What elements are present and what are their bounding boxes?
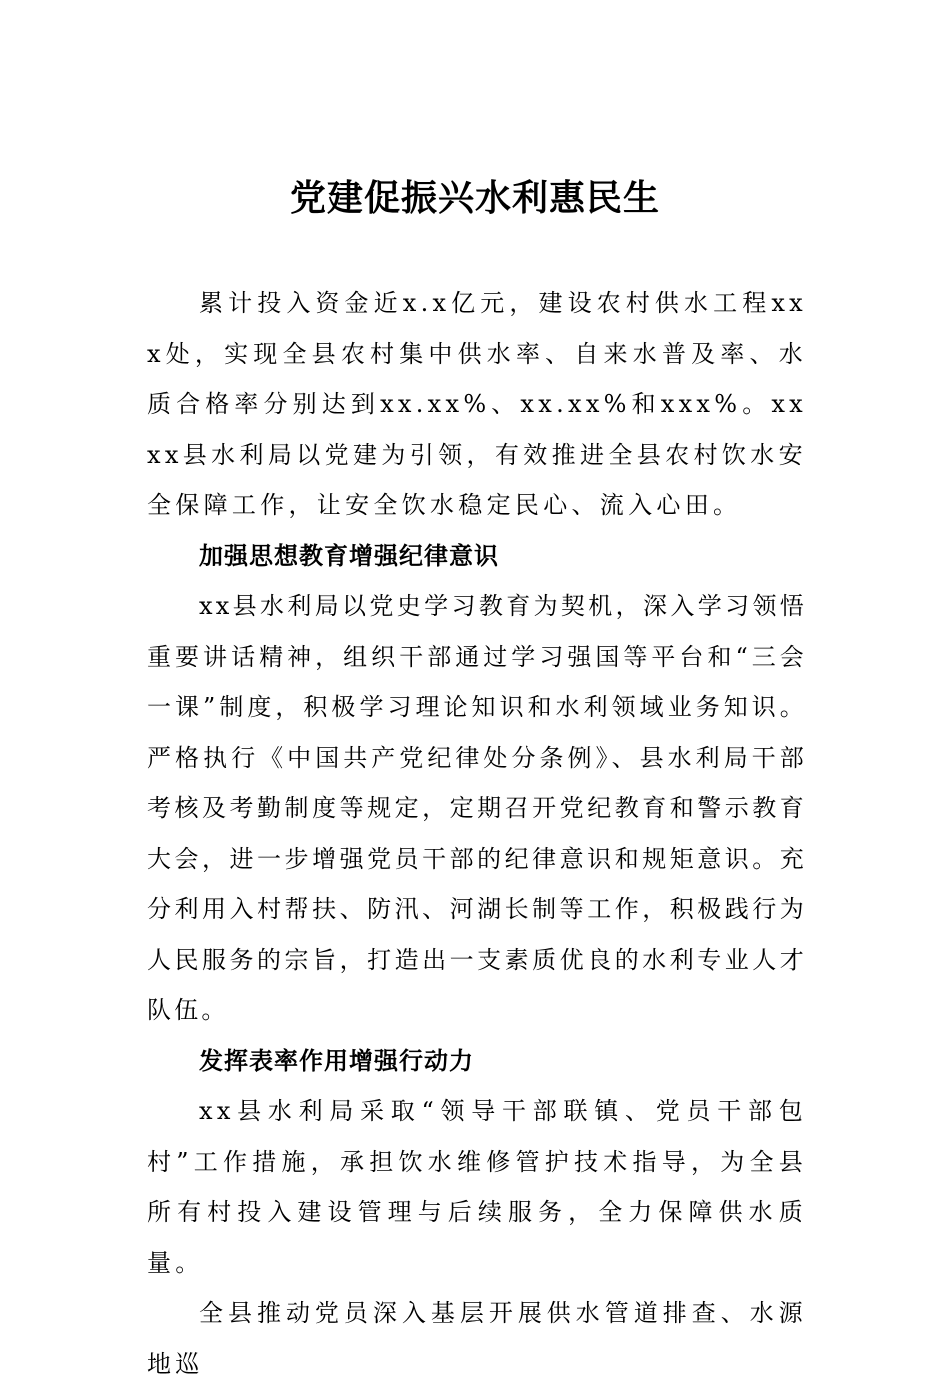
section-2-paragraph-2: 全县推动党员深入基层开展供水管道排查、水源地巡 [147, 1299, 807, 1378]
section-2-paragraph-1: xx县水利局采取“领导干部联镇、党员干部包村”工作措施，承担饮水维修管护技术指导，为全县所有村投入建设管理与后续服务，全力保障供水质量。 [147, 1097, 807, 1277]
intro-paragraph: 累计投入资金近x.x亿元，建设农村供水工程xxx处，实现全县农村集中供水率、自来水普及率、水质合格率分别达到xx.xx%、xx.xx%和xxx%。xxxx县水利局以党建为引领，有效推进全县农村饮水安全保障工作，让安全饮水稳定民心、流入心田。 [147, 289, 807, 519]
section-heading-1: 加强思想教育增强纪律意识 [199, 541, 499, 570]
document-title: 党建促振兴水利惠民生 [289, 177, 660, 219]
section-1-paragraph-1: xx县水利局以党史学习教育为契机，深入学习领悟重要讲话精神，组织干部通过学习强国等平台和“三会一课”制度，积极学习理论知识和水利领域业务知识。严格执行《中国共产党纪律处分条例》、县水利局干部考核及考勤制度等规定，定期召开党纪教育和警示教育大会，进一步增强党员干部的纪律意识和规矩意识。充分利用入村帮扶、防汛、河湖长制等工作，积极践行为人民服务的宗旨，打造出一支素质优良的水利专业人才队伍。 [147, 592, 807, 1024]
document-body [147, 278, 807, 1389]
section-heading-2: 发挥表率作用增强行动力 [199, 1046, 474, 1075]
